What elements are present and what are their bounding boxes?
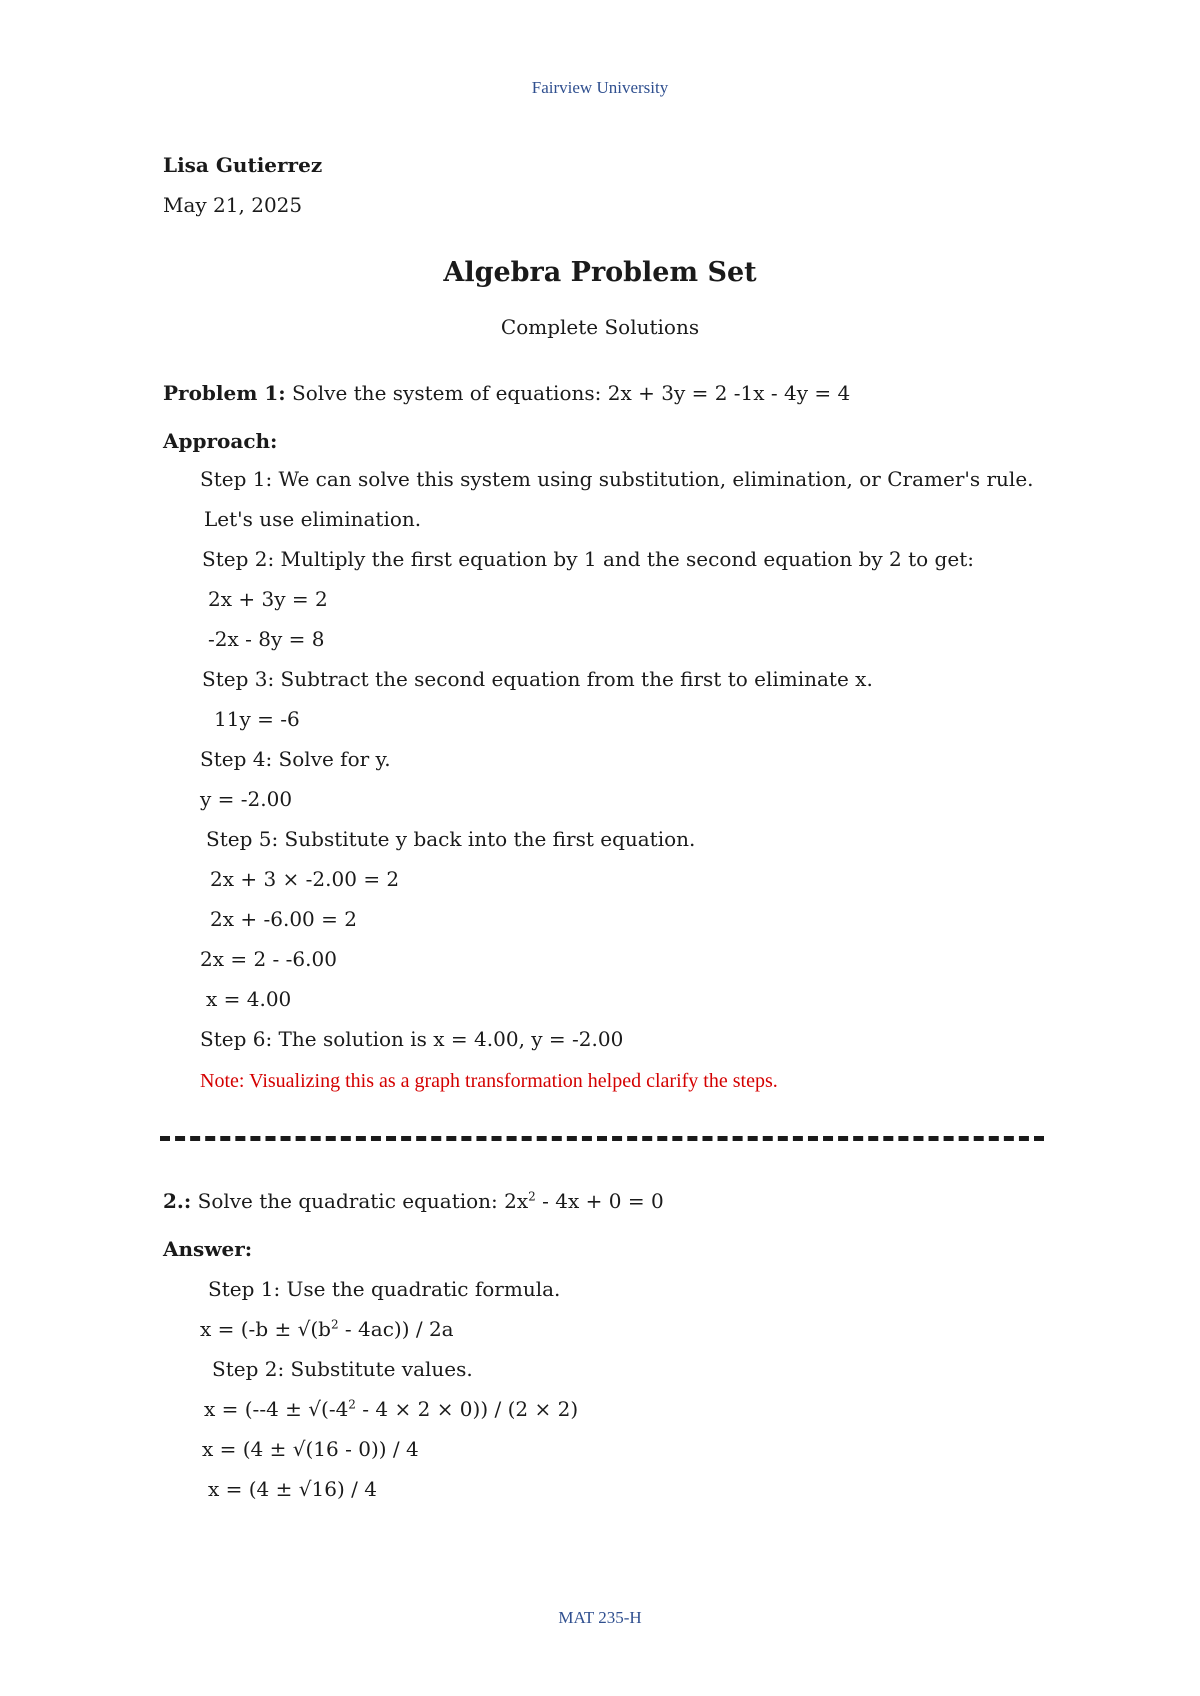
step-line: Step 2: Multiply the first equation by 1 and the second equation by 2 to get: bbox=[202, 547, 974, 571]
problem-2-label: 2.: bbox=[163, 1189, 192, 1213]
document-subtitle: Complete Solutions bbox=[500, 315, 700, 339]
page-footer: MAT 235-H bbox=[558, 1608, 642, 1627]
problem-1-label: Problem 1: bbox=[163, 381, 286, 405]
step-line: Step 3: Subtract the second equation from the first to eliminate x. bbox=[202, 667, 873, 691]
equation-line: -2x - 8y = 8 bbox=[208, 627, 325, 651]
equation-line: 2x + 3 × -2.00 = 2 bbox=[210, 867, 400, 891]
equation-line: y = -2.00 bbox=[200, 787, 293, 811]
problem-1-text: Solve the system of equations: 2x + 3y = 2 -1x - 4y = 4 bbox=[285, 381, 851, 405]
section-divider bbox=[160, 1136, 1044, 1141]
step-line: Step 5: Substitute y back into the first equation. bbox=[206, 827, 696, 851]
problem-2-statement: 2.: Solve the quadratic equation: $2x^2 - 4x + 0 = 0$ bbox=[163, 1189, 664, 1213]
step-line: Step 1: We can solve this system using substitution, elimination, or Cramer's rule. bbox=[200, 467, 1034, 491]
note-text: Note: Visualizing this as a graph transformation helped clarify the steps. bbox=[200, 1070, 778, 1092]
step-line: Step 1: Use the quadratic formula. bbox=[208, 1277, 561, 1301]
answer-label: Answer: bbox=[163, 1237, 253, 1261]
step-line: Let's use elimination. bbox=[204, 507, 422, 531]
formula-line: x = (4 ± √16) / 4 bbox=[208, 1477, 377, 1501]
equation-line: 11y = -6 bbox=[214, 707, 300, 731]
problem-1-statement bbox=[163, 380, 850, 406]
equation-line: x = 4.00 bbox=[206, 987, 292, 1011]
step-line: Step 2: Substitute values. bbox=[212, 1357, 473, 1381]
equation-line: 2x = 2 - -6.00 bbox=[200, 947, 337, 971]
equation-line: 2x + 3y = 2 bbox=[208, 587, 328, 611]
formula-line: $x = (-b \pm √(b^2 - 4ac)) / 2a$ bbox=[200, 1317, 454, 1341]
solution-line: Step 6: The solution is x = 4.00, y = -2.00 bbox=[200, 1027, 624, 1051]
formula-line: $x = (--4 \pm √(-4^2 - 4 \times 2 \times 0)) / (2 \times 2)$ bbox=[204, 1397, 579, 1421]
document-date: May 21, 2025 bbox=[163, 193, 303, 217]
page-header: Fairview University bbox=[531, 78, 669, 97]
author-name: Lisa Gutierrez bbox=[163, 153, 323, 177]
step-line: Step 4: Solve for y. bbox=[200, 747, 391, 771]
formula-line: x = (4 ± √(16 - 0)) / 4 bbox=[202, 1437, 419, 1461]
approach-label: Approach: bbox=[163, 429, 278, 453]
equation-line: 2x + -6.00 = 2 bbox=[210, 907, 357, 931]
document-title: Algebra Problem Set bbox=[443, 257, 757, 288]
